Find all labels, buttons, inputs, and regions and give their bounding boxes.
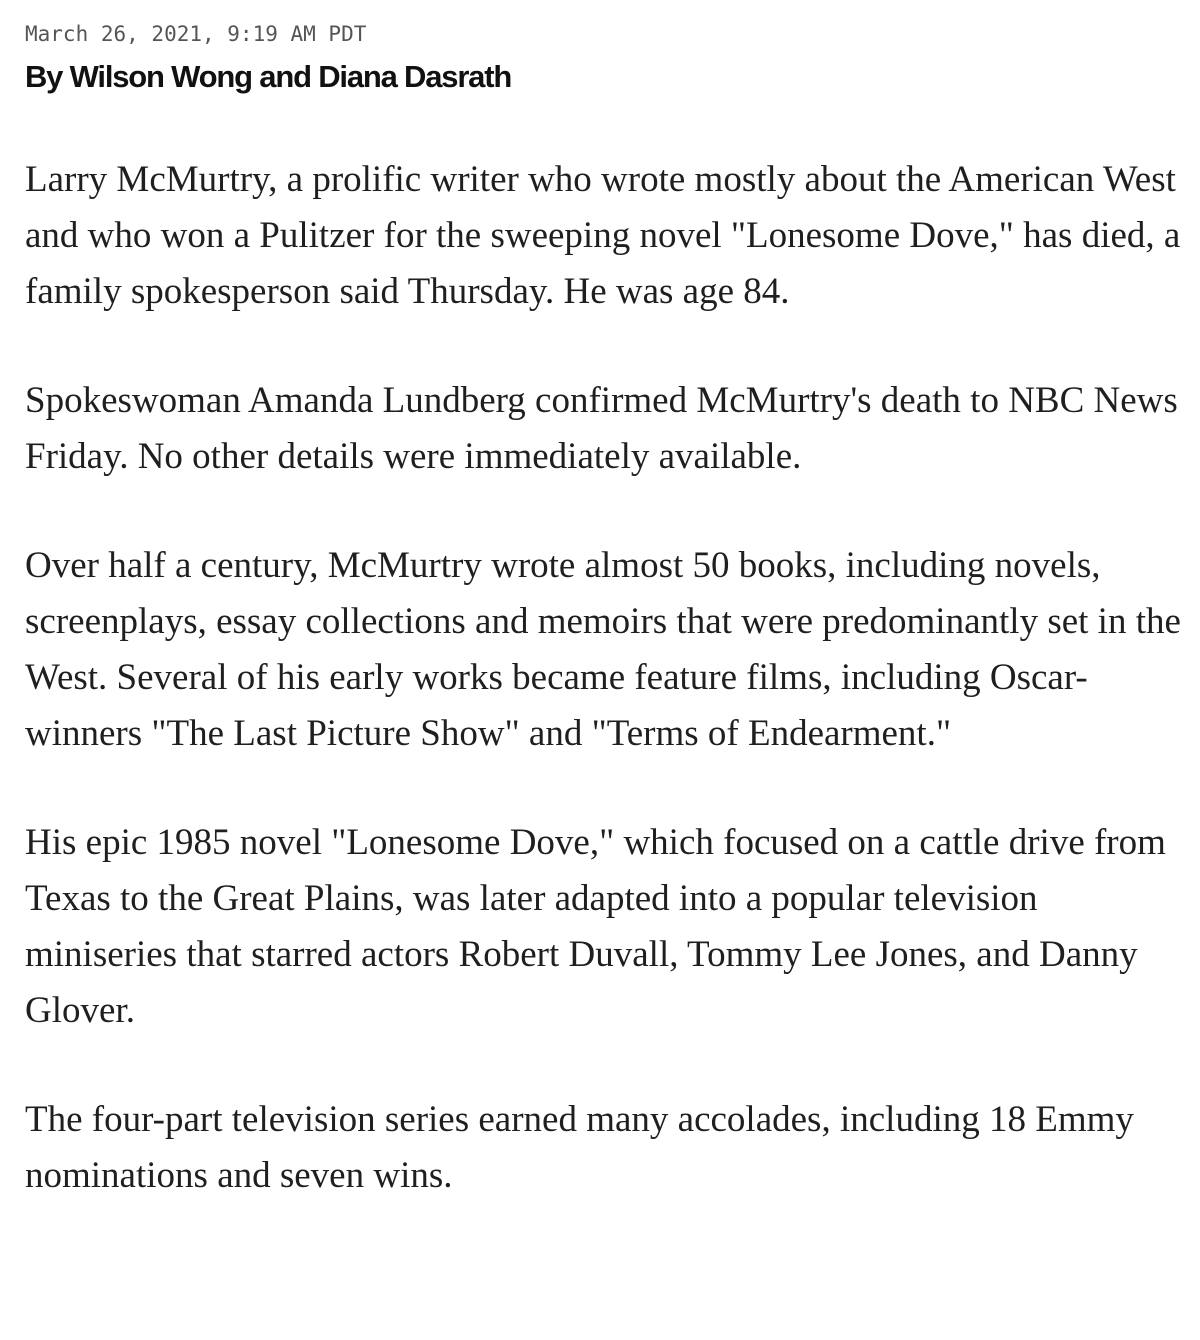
article-body — [25, 152, 1185, 1204]
article-dateline: March 26, 2021, 9:19 AM PDT — [25, 22, 367, 46]
article-paragraph: The four-part television series earned many accolades, including 18 Emmy nominations and seven wins. — [25, 1099, 1134, 1196]
article-paragraph: Spokeswoman Amanda Lundberg confirmed McMurtry's death to NBC News Friday. No other details were immediately available. — [25, 380, 1178, 477]
article-paragraph: His epic 1985 novel "Lonesome Dove," which focused on a cattle drive from Texas to the Great Plains, was later adapted into a popular television miniseries that starred actors Robert Duvall, Tommy Lee Jones, and Danny Glover. — [25, 822, 1166, 1031]
article-paragraph: Larry McMurtry, a prolific writer who wrote mostly about the American West and who won a Pulitzer for the sweeping novel "Lonesome Dove," has died, a family spokesperson said Thursday. He was age 84. — [25, 159, 1181, 312]
article-paragraph: Over half a century, McMurtry wrote almost 50 books, including novels, screenplays, essay collections and memoirs that were predominantly set in the West. Several of his early works became feature films, including Oscar-winners "The Last Picture Show" and "Terms of Endearment." — [25, 545, 1181, 754]
article-byline: By Wilson Wong and Diana Dasrath — [25, 59, 512, 94]
article — [25, 20, 1185, 1204]
